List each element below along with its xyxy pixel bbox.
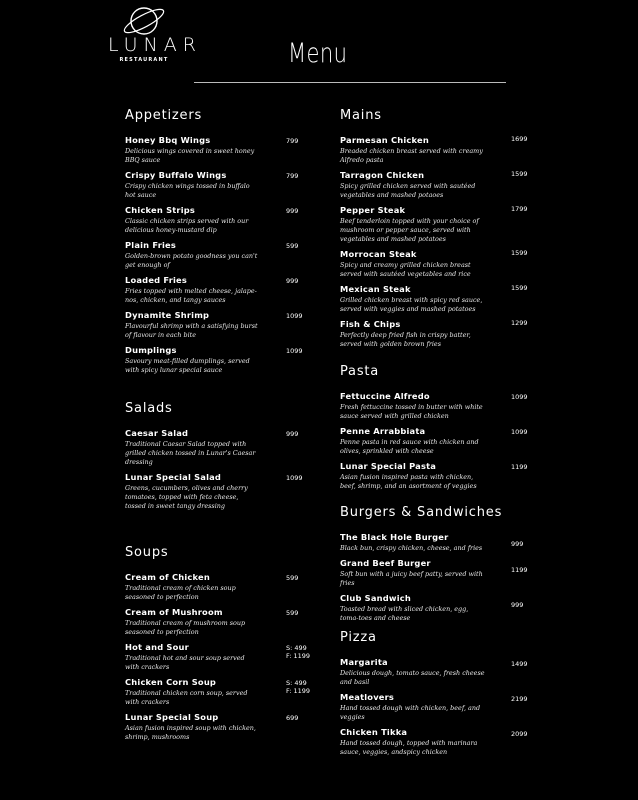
item-price [511,428,528,436]
item-description: Delicious dough, tomato sauce, fresh cheese and basil [340,669,485,686]
item-name: Lunar Special Salad [125,472,222,482]
item-price [286,172,298,180]
menu-item [125,712,315,742]
item-price-value-full: F: 1199 [286,687,311,695]
section-title: Mains [340,108,382,123]
item-price-value: S: 499 [286,679,307,687]
section-title: Soups [125,545,169,560]
item-description: Classic chicken strips served with our delicious honey-mustard dip [125,217,249,234]
item-price-value: 2099 [511,730,528,738]
section-appetizers [125,108,315,380]
menu-item [340,249,530,279]
menu-item [340,284,530,314]
section-soups [125,545,315,747]
item-description: Traditional Caesar Salad topped with grilled chicken tossed in Lunar's Caesar dressing [125,440,256,466]
item-description: Traditional cream of chicken soup seasoned to perfection [125,584,236,601]
menu-item [125,345,315,375]
menu-item [125,170,315,200]
item-name: Fish & Chips [340,319,401,329]
item-name: Hot and Sour [125,642,189,652]
menu-item [125,240,315,270]
item-name: Caesar Salad [125,428,189,438]
item-description: Traditional hot and sour soup served with crackers [125,654,245,671]
item-description: Crispy chicken wings tossed in buffalo hot sauce [125,182,250,199]
menu-item [125,677,315,707]
item-price-value: 999 [511,540,524,548]
item-price [511,170,528,178]
item-price-value: 1599 [511,284,528,292]
item-name: Mexican Steak [340,284,411,294]
item-description: Black bun, crispy chicken, cheese, and fries [340,544,483,552]
page-title: Menu [288,38,348,69]
item-price-value: 799 [286,137,299,145]
item-price [511,660,528,668]
item-price [286,137,298,145]
menu-item [340,461,530,491]
item-price [286,609,298,617]
item-price [511,205,528,213]
item-description: Flavourful shrimp with a satisfying burst of flavour in each bite [125,322,258,339]
item-price-value: 1099 [511,428,528,436]
menu-item [340,727,530,757]
menu-item [340,692,530,722]
item-price-value: 599 [286,574,299,582]
item-price-value: 1099 [511,393,528,401]
item-price [286,679,310,695]
item-description: Hand tossed dough, topped with marinara sauce, veggies, andspicy chicken [340,739,478,756]
menu-item [125,472,315,511]
item-name: Fettuccine Alfredo [340,391,430,401]
item-name: Honey Bbq Wings [125,135,211,145]
item-price [511,695,528,703]
item-description: Spicy grilled chicken served with sautéed vegetables and mashed potaoes [340,182,476,199]
brand-logo [104,4,202,63]
item-name: Lunar Special Pasta [340,461,437,471]
menu-item [125,310,315,340]
item-name: Morrocan Steak [340,249,417,259]
item-price-value: 1599 [511,170,528,178]
item-price-value: 1499 [511,660,528,668]
planet-icon [120,4,168,38]
menu-item [340,532,530,553]
item-name: Lunar Special Soup [125,712,219,722]
item-name: Grand Beef Burger [340,558,431,568]
item-price [511,540,523,548]
item-description: Spicy and creamy grilled chicken breast served with sautéed vegetables and rice [340,261,471,278]
item-price-value: 1799 [511,205,528,213]
item-description: Savoury meat-filled dumplings, served with spicy lunar special sauce [125,357,250,374]
item-name: Cream of Mushroom [125,607,223,617]
item-name: Dumplings [125,345,177,355]
item-description: Fresh fettuccine tossed in butter with white sauce served with grilled chicken [340,403,483,420]
item-price [286,312,303,320]
menu-item [340,170,530,200]
item-description: Breaded chicken breast served with creamy Alfredo pasta [340,147,483,164]
item-name: Cream of Chicken [125,572,210,582]
menu-item [340,657,530,687]
item-name: Chicken Corn Soup [125,677,217,687]
item-price-value: 599 [286,242,299,250]
item-price [286,207,298,215]
item-price [511,284,528,292]
menu-item [340,593,530,623]
item-description: Fries topped with melted cheese, jalape-nos, chicken, and tangy sauces [125,287,257,304]
menu-item [125,607,315,637]
item-name: Pepper Steak [340,205,406,215]
item-name: Plain Fries [125,240,177,250]
item-price [511,730,528,738]
item-description: Penne pasta in red sauce with chicken and olives, sprinkled with cheese [340,438,479,455]
item-price-value: 799 [286,172,299,180]
item-description: Beef tenderloin topped with your choice of mushroom or pepper sauce, served with vegetables and mashed potatoes [340,217,479,243]
item-description: Traditional chicken corn soup, served with crackers [125,689,248,706]
title-divider [194,82,506,83]
item-price-value: 1199 [511,566,528,574]
item-description: Grilled chicken breast with spicy red sauce, served with veggies and mashed potatoes [340,296,483,313]
item-name: Chicken Tikka [340,727,408,737]
menu-item [125,275,315,305]
section-title: Salads [125,401,173,416]
item-price-value: 1599 [511,249,528,257]
item-price [511,566,528,574]
item-price-value: 699 [286,714,299,722]
item-description: Perfectly deep fried fish in crispy batter, served with golden brown fries [340,331,471,348]
item-price-value: 999 [511,601,524,609]
menu-item [340,426,530,456]
item-price-value: 1299 [511,319,528,327]
item-name: Dynamite Shrimp [125,310,210,320]
item-price-value: 1099 [286,312,303,320]
item-price-value: 1699 [511,135,528,143]
item-name: Margarita [340,657,388,667]
section-salads [125,401,315,516]
section-mains [340,108,530,354]
item-description: Asian fusion inspired soup with chicken, shrimp, mushrooms [125,724,256,741]
item-price-value: 2199 [511,695,528,703]
item-description: Delicious wings covered in sweet honey BBQ sauce [125,147,255,164]
item-description: Golden-brown potato goodness you can't get enough of [125,252,258,269]
item-price [511,249,528,257]
item-name: Meatlovers [340,692,395,702]
item-price [286,347,303,355]
brand-name: LUNAR [108,34,202,56]
item-price [511,601,523,609]
section-title: Burgers & Sandwiches [340,505,503,520]
item-name: Club Sandwich [340,593,412,603]
item-name: Penne Arrabbiata [340,426,426,436]
item-price-value: 999 [286,277,299,285]
item-name: Chicken Strips [125,205,196,215]
item-price [286,242,298,250]
item-price [286,474,303,482]
section-pizza [340,630,530,762]
item-price [286,277,298,285]
menu-item [125,642,315,672]
item-price-value: 999 [286,207,299,215]
menu-item [340,558,530,588]
menu-item [125,572,315,602]
item-price [286,644,310,660]
item-name: Loaded Fries [125,275,188,285]
section-title: Pasta [340,364,380,379]
menu-item [340,135,530,165]
section-burgers [340,505,530,628]
item-description: Toasted bread with sliced chicken, egg, toma-toes and cheese [340,605,469,622]
menu-item [125,135,315,165]
item-name: Tarragon Chicken [340,170,425,180]
item-description: Traditional cream of mushroom soup seasoned to perfection [125,619,246,636]
item-price [286,574,298,582]
menu-item [340,391,530,421]
item-price-value: 1199 [511,463,528,471]
item-price-value: 1099 [286,474,303,482]
item-name: Crispy Buffalo Wings [125,170,227,180]
menu-item [340,205,530,244]
item-description: Asian fusion inspired pasta with chicken, beef, shrimp, and an asortment of veggies [340,473,477,490]
menu-item [125,428,315,467]
item-description: Hand tossed dough with chicken, beef, and veggies [340,704,481,721]
item-name: Parmesan Chicken [340,135,429,145]
item-price-value: 599 [286,609,299,617]
item-price [511,393,528,401]
item-name: The Black Hole Burger [340,532,449,542]
item-price-value: S: 499 [286,644,307,652]
brand-subtitle: RESTAURANT [119,57,169,63]
menu-item [125,205,315,235]
item-price [511,319,528,327]
item-price-value-full: F: 1199 [286,652,311,660]
item-description: Soft bun with a juicy beef patty, served with fries [340,570,483,587]
item-description: Greens, cucumbers, olives and cherry tomatoes, topped with feta cheese, tossed in sweet tangy dressing [125,484,248,510]
item-price-value: 1099 [286,347,303,355]
item-price [286,430,298,438]
item-price [511,463,528,471]
item-price-value: 999 [286,430,299,438]
section-title: Appetizers [125,108,203,123]
item-price [511,135,528,143]
menu-item [340,319,530,349]
section-pasta [340,364,530,496]
section-title: Pizza [340,630,377,645]
item-price [286,714,298,722]
